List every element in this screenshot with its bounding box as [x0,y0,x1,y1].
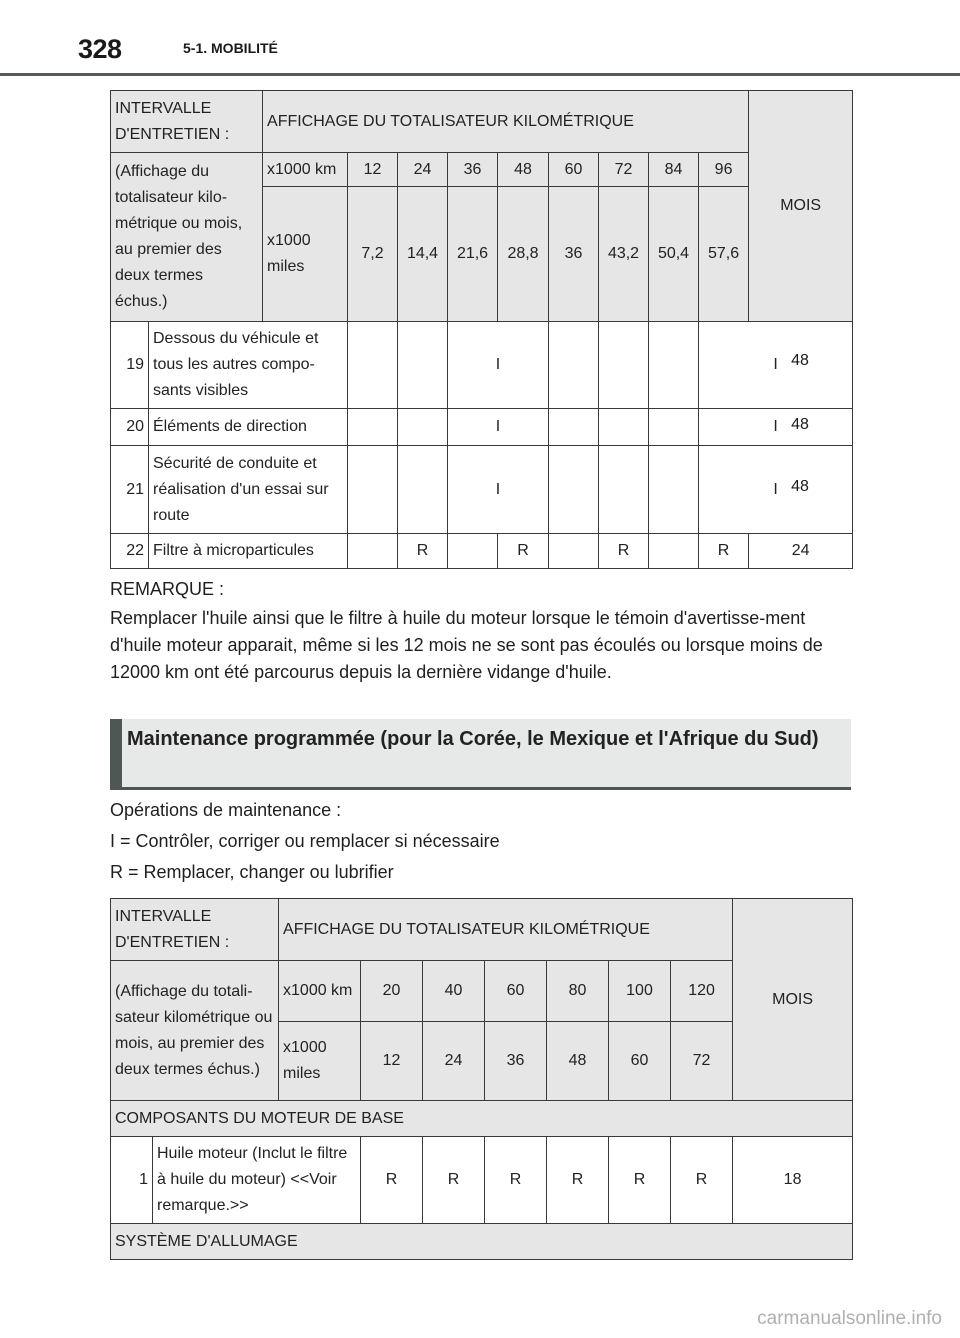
row-cell: R [547,1137,609,1224]
row-cell [549,322,599,409]
miles-value: 60 [609,1022,671,1101]
table-row [111,446,853,534]
miles-value: 48 [547,1022,609,1101]
row-months: 24 [749,534,853,569]
row-cell [599,446,649,534]
row-cell: R [423,1137,485,1224]
odometer-header: AFFICHAGE DU TOTALISATEUR KILOMÉTRIQUE [263,91,749,153]
km-value: 60 [485,961,547,1022]
section-heading-bar [110,719,851,790]
months-header: MOIS [749,91,853,322]
miles-value: 36 [485,1022,547,1101]
section-heading: Maintenance programmée (pour la Corée, le Mexique et l'Afrique du Sud) [127,728,819,750]
miles-value: 12 [361,1022,423,1101]
maintenance-table-2 [110,898,853,1260]
row-cell [549,409,599,446]
miles-value: 50,4 [649,187,699,322]
km-value: 84 [649,153,699,187]
interval-label: INTERVALLE D'ENTRETIEN : [111,91,263,153]
header-divider [0,73,960,76]
row-months: 48 [791,416,809,433]
interval-note: (Affichage du totalisateur kilo-métrique ou mois, au premier des deux termes échus.) [111,153,263,322]
operations-intro: Opérations de maintenance : [110,800,342,820]
remark-title: REMARQUE : [110,579,225,599]
table-row [111,1137,853,1224]
row-cell: R [498,534,549,569]
miles-value: 72 [671,1022,733,1101]
row-cell [649,409,699,446]
row-label: Dessous du véhicule et tous les autres compo-sants visibles [149,322,348,409]
miles-value: 24 [423,1022,485,1101]
operations-i-definition: I = Contrôler, corriger ou remplacer si nécessaire [110,831,500,851]
row-cell [398,409,448,446]
row-months: 48 [791,352,809,369]
maintenance-table-1 [110,90,853,569]
interval-note: (Affichage du totali-sateur kilométrique ou mois, au premier des deux termes échus.) [111,961,279,1101]
km-value: 48 [498,153,549,187]
row-cell: R [599,534,649,569]
row-months: 48 [791,478,809,495]
row-number: 1 [111,1137,153,1224]
row-cell: I [448,409,549,446]
miles-value: 57,6 [699,187,749,322]
section-title: 5-1. MOBILITÉ [183,40,278,56]
row-number: 20 [111,409,149,446]
row-cell: R [485,1137,547,1224]
row-cell: R [609,1137,671,1224]
km-value: 120 [671,961,733,1022]
km-value: 72 [599,153,649,187]
row-cell [549,534,599,569]
months-header: MOIS [733,899,853,1101]
row-cell: I [699,409,853,446]
remark-text: Remplacer l'huile ainsi que le filtre à huile du moteur lorsque le témoin d'avertisse-ment d'huile moteur apparait, même si les 12 mois ne se sont pas écoulés ou lorsque moins de 12000 km ont été parcourus depuis la dernière vidange d'huile. [110,608,823,682]
page-number: 328 [78,34,122,64]
row-months: 18 [733,1137,853,1224]
row-cell [549,446,599,534]
row-cell [348,534,398,569]
category-row: SYSTÈME D'ALLUMAGE [111,1224,853,1260]
operations-r-definition: R = Remplacer, changer ou lubrifier [110,862,394,882]
miles-label: x1000 miles [279,1022,361,1101]
row-label: Filtre à microparticules [149,534,348,569]
row-cell [599,322,649,409]
row-cell [348,322,398,409]
table-row [111,322,853,409]
km-value: 80 [547,961,609,1022]
miles-value: 21,6 [448,187,498,322]
row-cell: R [699,534,749,569]
row-cell: I [699,322,853,409]
row-number: 19 [111,322,149,409]
row-number: 22 [111,534,149,569]
watermark: carmanualsonline.info [757,1308,942,1329]
row-cell [348,409,398,446]
interval-label: INTERVALLE D'ENTRETIEN : [111,899,279,961]
row-label: Éléments de direction [149,409,348,446]
row-cell [398,446,448,534]
km-label: x1000 km [279,961,361,1022]
table-row [111,409,853,446]
row-cell: I [448,446,549,534]
row-cell: R [671,1137,733,1224]
row-cell: I [699,446,853,534]
heading-accent [110,719,122,787]
category-row: COMPOSANTS DU MOTEUR DE BASE [111,1101,853,1137]
km-value: 20 [361,961,423,1022]
row-label: Huile moteur (Inclut le filtre à huile du moteur) <<Voir remarque.>> [153,1137,361,1224]
miles-value: 43,2 [599,187,649,322]
km-value: 40 [423,961,485,1022]
row-cell: R [361,1137,423,1224]
miles-value: 7,2 [348,187,398,322]
km-label: x1000 km [263,153,348,187]
km-value: 60 [549,153,599,187]
row-cell [649,534,699,569]
odometer-header: AFFICHAGE DU TOTALISATEUR KILOMÉTRIQUE [279,899,733,961]
miles-value: 14,4 [398,187,448,322]
row-cell: R [398,534,448,569]
table-row [111,534,853,569]
row-cell [348,446,398,534]
row-cell [649,446,699,534]
km-value: 24 [398,153,448,187]
row-cell: I [448,322,549,409]
miles-value: 36 [549,187,599,322]
row-cell [448,534,498,569]
row-cell [599,409,649,446]
km-value: 96 [699,153,749,187]
km-value: 12 [348,153,398,187]
row-cell [649,322,699,409]
miles-value: 28,8 [498,187,549,322]
km-value: 100 [609,961,671,1022]
row-number: 21 [111,446,149,534]
miles-label: x1000 miles [263,187,348,322]
row-label: Sécurité de conduite et réalisation d'un essai sur route [149,446,348,534]
row-cell [398,322,448,409]
km-value: 36 [448,153,498,187]
